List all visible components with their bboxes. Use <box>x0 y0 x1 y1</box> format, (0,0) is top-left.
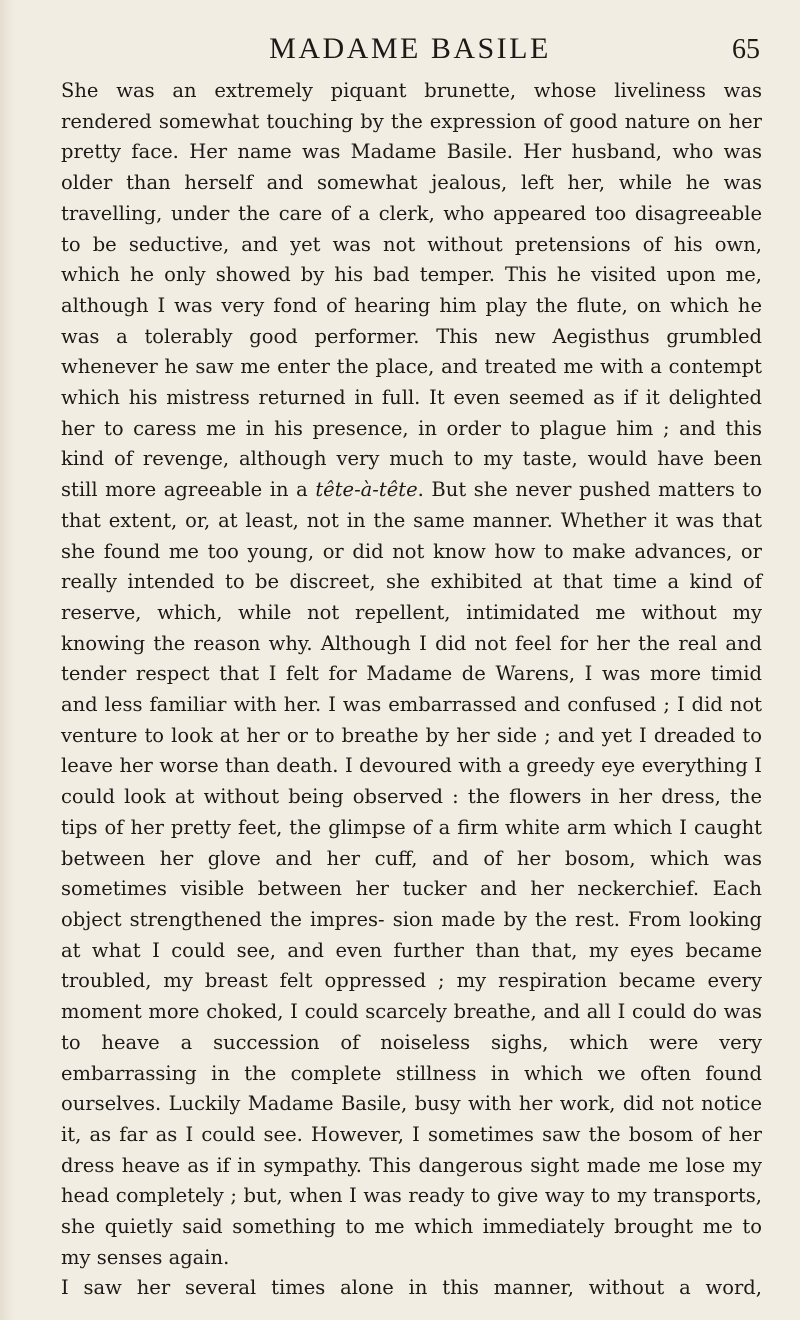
paragraph-1-part-1: She was an extremely piquant brunette, whose liveliness was rendered somewhat touching by the expression of good nature on her pretty face. Her name was Madame Basile. Her husband, who was older than herself and somewhat jealous, left her, while he was travelling, under the care of a clerk, who appeared too disagreeable to be seductive, and yet was not without pretensions of his own, which he only showed by his bad temper. This he visited upon me, although I was very fond of hearing him play the flute, on which he was a tolerably good performer. This new Aegisthus grumbled whenever he saw me enter the place, and treated me with a contempt which his mistress returned in full. It even seemed as if it delighted her to caress me in his presence, in order to plague him ; and this kind of revenge, although very much to my taste, would have been still more agreeable in a <box>61 79 762 502</box>
body-text <box>61 76 762 1304</box>
page-number: 65 <box>732 34 760 65</box>
paragraph-2: I saw her several times alone in this manner, without a word, <box>61 1276 762 1300</box>
running-title: MADAME BASILE <box>269 32 551 65</box>
page-edge-shadow <box>0 0 14 1320</box>
paragraph-1-part-2: . But she never pushed matters to that extent, or, at least, not in the same manner. Whether it was that she found me too young, or did not know how to make advances, or really intended to be discreet, she exhibited at that time a kind of reserve, which, while not repellent, intimidated me without my knowing the reason why. Although I did not feel for her the real and tender respect that I felt for Madame de Warens, I was more timid and less familiar with her. I was embarrassed and confused ; I did not venture to look at her or to breathe by her side ; and yet I dreaded to leave her worse than death. I devoured with a greedy eye everything I could look at without being observed : the flowers in her dress, the tips of her pretty feet, the glimpse of a firm white arm which I caught between her glove and her cuff, and of her bosom, which was sometimes visible between her tucker and her neckerchief. Each object strengthened the impres- sion made by the rest. From looking at what I could see, and even further than that, my eyes became troubled, my breast felt oppressed ; my respiration became every moment more choked, I could scarcely breathe, and all I could do was to heave a succession of noiseless sighs, which were very embarrassing in the complete stillness in which we often found ourselves. Luckily Madame Basile, busy with her work, did not notice it, as far as I could see. However, I sometimes saw the bosom of her dress heave as if in sympathy. This dangerous sight made me lose my head completely ; but, when I was ready to give way to my transports, she quietly said something to me which immediately brought me to my senses again. <box>61 478 762 1269</box>
italic-phrase: tête-à-tête <box>315 478 418 502</box>
paragraph-1 <box>61 76 762 1273</box>
page-header <box>60 30 760 70</box>
